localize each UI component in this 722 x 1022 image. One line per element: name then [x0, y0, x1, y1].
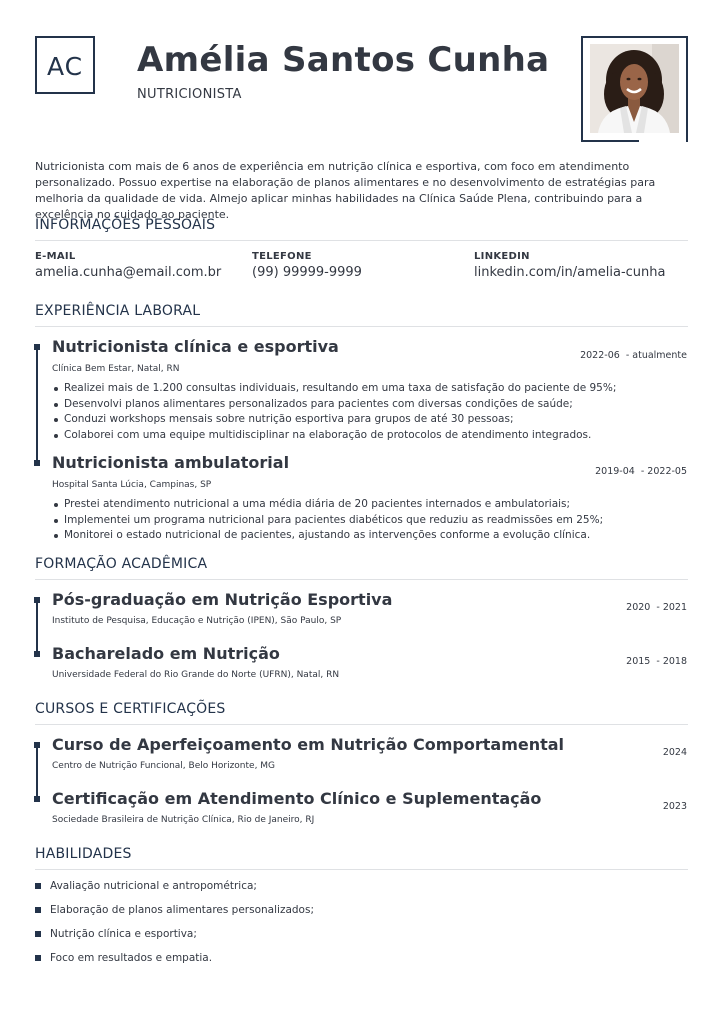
list-item: Conduzi workshops mensais sobre nutrição esportiva para grupos de até 30 pessoas; [52, 412, 616, 428]
section-title-skills: HABILIDADES [35, 846, 132, 862]
monogram-initials: AC [46, 52, 84, 81]
email-label: E-MAIL [35, 251, 76, 262]
phone-label: TELEFONE [252, 251, 312, 262]
timeline-bar [36, 744, 38, 800]
experience-2-place: Hospital Santa Lúcia, Campinas, SP [52, 480, 212, 490]
education-2-place: Universidade Federal do Rio Grande do Norte (UFRN), Natal, RN [52, 670, 340, 680]
timeline-marker [34, 344, 40, 350]
experience-1-title: Nutricionista clínica e esportiva [52, 337, 339, 356]
list-item: Prestei atendimento nutricional a uma média diária de 20 pacientes internados e ambulatoriais; [52, 497, 603, 513]
phone-value[interactable]: (99) 99999-9999 [252, 265, 362, 280]
education-1-date: 2020 - 2021 [626, 602, 687, 613]
skill-item: Elaboração de planos alimentares personalizados; [35, 900, 314, 924]
section-divider [35, 240, 688, 241]
section-divider [35, 724, 688, 725]
education-2-title: Bacharelado em Nutrição [52, 644, 280, 663]
skill-item: Nutrição clínica e esportiva; [35, 924, 314, 948]
timeline-marker [34, 460, 40, 466]
timeline-marker [34, 597, 40, 603]
timeline-marker [34, 742, 40, 748]
experience-1-date: 2022-06 - atualmente [580, 350, 687, 361]
experience-2-bullets [52, 497, 603, 544]
timeline-bar [36, 346, 38, 464]
timeline-marker [34, 796, 40, 802]
skill-item: Avaliação nutricional e antropométrica; [35, 876, 314, 900]
list-item: Realizei mais de 1.200 consultas individuais, resultando em uma taxa de satisfação do paciente de 95%; [52, 381, 616, 397]
section-title-experience: EXPERIÊNCIA LABORAL [35, 303, 201, 319]
skill-item: Foco em resultados e empatia. [35, 948, 314, 972]
experience-2-date: 2019-04 - 2022-05 [595, 466, 687, 477]
section-divider [35, 869, 688, 870]
job-title: NUTRICIONISTA [137, 87, 242, 102]
experience-2-title: Nutricionista ambulatorial [52, 453, 290, 472]
course-1-title: Curso de Aperfeiçoamento em Nutrição Comportamental [52, 735, 565, 754]
course-2-date: 2023 [662, 801, 687, 812]
list-item: Implementei um programa nutricional para pacientes diabéticos que reduziu as readmissões em 25%; [52, 513, 603, 529]
section-divider [35, 579, 688, 580]
education-1-place: Instituto de Pesquisa, Educação e Nutrição (IPEN), São Paulo, SP [52, 616, 342, 626]
course-1-place: Centro de Nutrição Funcional, Belo Horizonte, MG [52, 761, 276, 771]
experience-1-place: Clínica Bem Estar, Natal, RN [52, 364, 180, 374]
email-value[interactable]: amelia.cunha@email.com.br [35, 265, 222, 280]
timeline-bar [36, 599, 38, 655]
experience-1-bullets [52, 381, 616, 443]
section-title-education: FORMAÇÃO ACADÊMICA [35, 556, 208, 572]
timeline-marker [34, 651, 40, 657]
profile-photo [590, 44, 679, 133]
education-1-title: Pós-graduação em Nutrição Esportiva [52, 590, 393, 609]
course-2-title: Certificação em Atendimento Clínico e Suplementação [52, 789, 542, 808]
candidate-name: Amélia Santos Cunha [137, 40, 550, 80]
list-item: Colaborei com uma equipe multidisciplinar na elaboração de protocolos de atendimento integrados. [52, 428, 616, 444]
section-divider [35, 326, 688, 327]
linkedin-value[interactable]: linkedin.com/in/amelia-cunha [474, 265, 666, 280]
list-item: Desenvolvi planos alimentares personalizados para pacientes com diversas condições de saúde; [52, 397, 616, 413]
photo-frame [581, 36, 688, 142]
education-2-date: 2015 - 2018 [626, 656, 687, 667]
profile-summary: Nutricionista com mais de 6 anos de experiência em nutrição clínica e esportiva, com foco em atendimento personalizado. Possuo expertise na elaboração de planos alimentares e no desenvolvimento de estratégias para melhoria da qualidade de vida. Almejo aplicar minhas habilidades na Clínica Saúde Plena, contribuindo para a excelência no cuidado ao paciente. [35, 160, 656, 221]
section-title-courses: CURSOS E CERTIFICAÇÕES [35, 701, 226, 717]
course-2-place: Sociedade Brasileira de Nutrição Clínica, Rio de Janeiro, RJ [52, 815, 315, 825]
list-item: Monitorei o estado nutricional de pacientes, ajustando as intervenções conforme a evolução clínica. [52, 528, 603, 544]
section-title-personal: INFORMAÇÕES PESSOAIS [35, 217, 216, 233]
course-1-date: 2024 [662, 747, 687, 758]
skills-list [35, 876, 314, 972]
linkedin-label: LINKEDIN [474, 251, 530, 262]
monogram [35, 36, 95, 94]
